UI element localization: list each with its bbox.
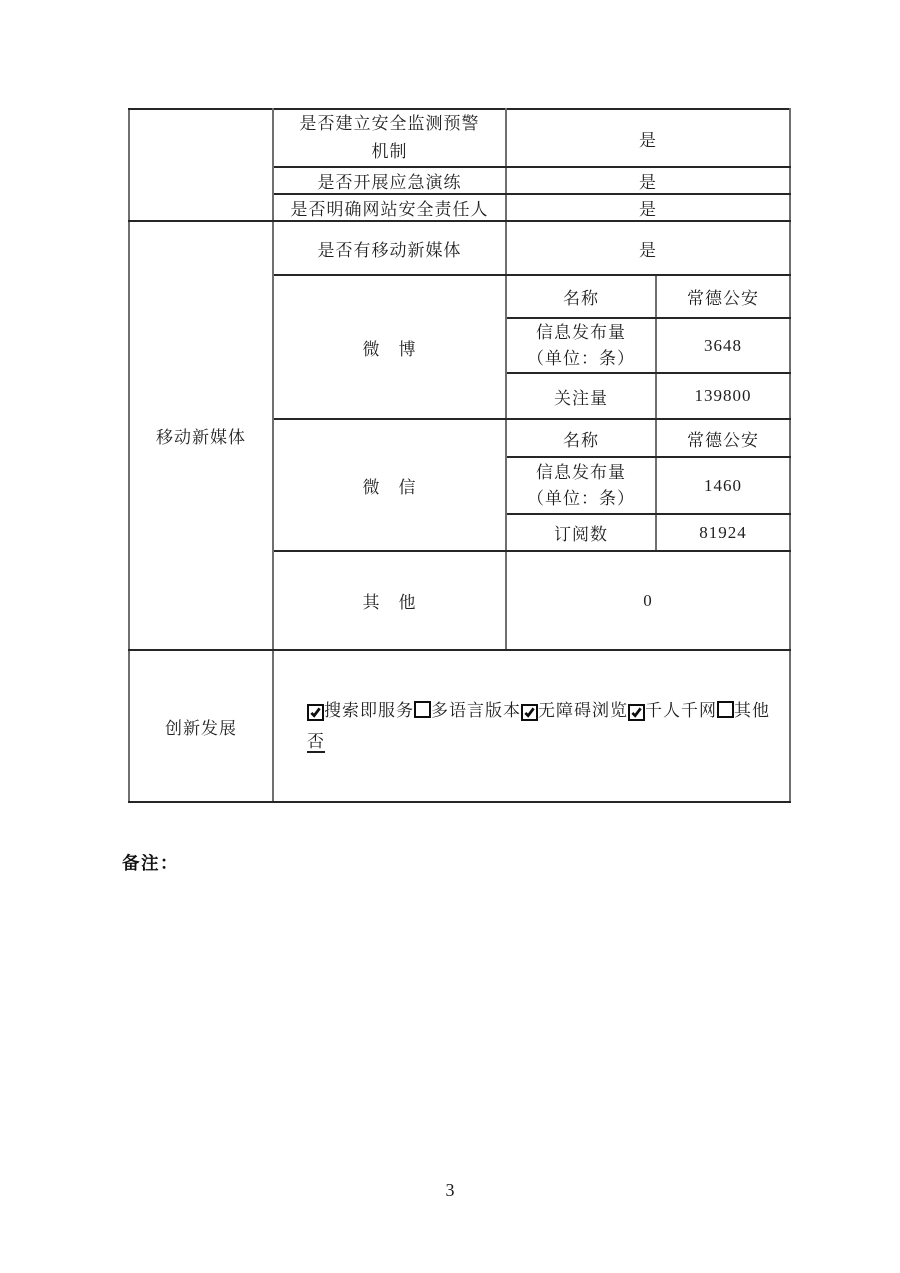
metric-label-line2: （单位：条） bbox=[527, 348, 635, 368]
category-cell-empty bbox=[129, 109, 273, 221]
metric-label: 名称 bbox=[506, 275, 656, 318]
checkbox-option-label: 无障碍浏览 bbox=[538, 701, 628, 720]
innovation-answer: 否 bbox=[307, 732, 325, 751]
question-label: 是否有移动新媒体 bbox=[273, 221, 506, 275]
metric-value: 139800 bbox=[656, 373, 790, 419]
metric-value: 常德公安 bbox=[656, 275, 790, 318]
metric-label-line2: （单位：条） bbox=[527, 488, 635, 508]
category-cell-mobile-media: 移动新媒体 bbox=[129, 221, 273, 650]
checkbox-icon bbox=[628, 704, 645, 721]
answer-value: 是 bbox=[506, 194, 790, 221]
innovation-answer-line bbox=[307, 726, 789, 757]
metric-label bbox=[506, 457, 656, 514]
question-label-text: 是否建立安全监测预警机制 bbox=[299, 114, 480, 161]
category-cell-innovation: 创新发展 bbox=[129, 650, 273, 802]
metric-label: 名称 bbox=[506, 419, 656, 457]
metric-value: 0 bbox=[506, 551, 790, 650]
metric-label bbox=[506, 318, 656, 373]
checkbox-options-line bbox=[307, 695, 789, 726]
remarks-label: 备注： bbox=[122, 853, 179, 873]
answer-value: 是 bbox=[506, 167, 790, 194]
question-label: 是否开展应急演练 bbox=[273, 167, 506, 194]
table-row bbox=[129, 650, 790, 802]
checkbox-icon bbox=[717, 701, 734, 718]
question-label bbox=[273, 109, 506, 167]
innovation-content-cell bbox=[273, 650, 790, 802]
checkbox-icon bbox=[414, 701, 431, 718]
metric-label: 关注量 bbox=[506, 373, 656, 419]
page-number: 3 bbox=[445, 1180, 455, 1200]
metric-value: 常德公安 bbox=[656, 419, 790, 457]
metric-value: 81924 bbox=[656, 514, 790, 551]
metric-label-line1: 信息发布量 bbox=[536, 462, 626, 482]
checkbox-icon bbox=[521, 704, 538, 721]
checkbox-option-label: 搜索即服务 bbox=[324, 701, 414, 720]
checkbox-option-label: 其他 bbox=[734, 701, 770, 720]
question-label: 是否明确网站安全责任人 bbox=[273, 194, 506, 221]
checkbox-icon bbox=[307, 704, 324, 721]
platform-cell-wechat: 微 信 bbox=[273, 419, 506, 551]
metric-value: 3648 bbox=[656, 318, 790, 373]
metric-value: 1460 bbox=[656, 457, 790, 514]
answer-value: 是 bbox=[506, 109, 790, 167]
innovation-options bbox=[274, 695, 789, 757]
annual-report-table bbox=[128, 108, 791, 803]
platform-cell-weibo: 微 博 bbox=[273, 275, 506, 419]
platform-cell-other: 其 他 bbox=[273, 551, 506, 650]
metric-label: 订阅数 bbox=[506, 514, 656, 551]
answer-value: 是 bbox=[506, 221, 790, 275]
checkbox-option-label: 千人千网 bbox=[645, 701, 717, 720]
table-row bbox=[129, 221, 790, 275]
checkbox-option-label: 多语言版本 bbox=[431, 701, 521, 720]
metric-label-line1: 信息发布量 bbox=[536, 322, 626, 342]
table-row bbox=[129, 109, 790, 167]
